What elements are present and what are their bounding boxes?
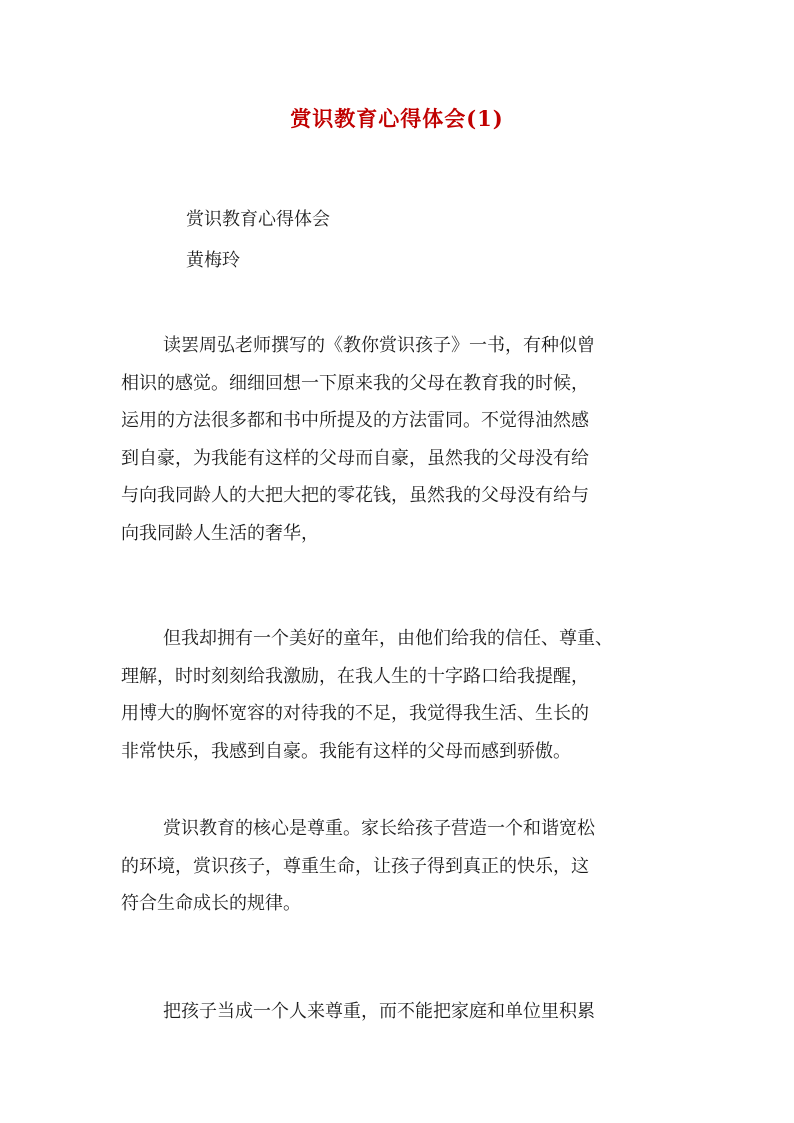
paragraph-2 [121, 620, 681, 770]
paragraph-line: 非常快乐，我感到自豪。我能有这样的父母而感到骄傲。 [121, 740, 571, 762]
paragraph-line: 读罢周弘老师撰写的《教你赏识孩子》一书，有种似曾 [163, 335, 595, 356]
document-author: 黄梅玲 [186, 250, 240, 271]
paragraph-1 [121, 327, 681, 553]
paragraph-line: 相识的感觉。细细回想一下原来我的父母在教育我的时候， [121, 372, 589, 394]
document-subtitle: 赏识教育心得体会 [186, 209, 330, 230]
paragraph-line: 与向我同龄人的大把大把的零花钱，虽然我的父母没有给与 [121, 485, 589, 507]
paragraph-line: 把孩子当成一个人来尊重，而不能把家庭和单位里积累 [163, 1001, 595, 1022]
paragraph-line: 运用的方法很多都和书中所提及的方法雷同。不觉得油然感 [121, 410, 589, 432]
paragraph-line: 用博大的胸怀宽容的对待我的不足，我觉得我生活、生长的 [121, 703, 589, 725]
paragraph-line: 赏识教育的核心是尊重。家长给孩子营造一个和谐宽松 [163, 818, 595, 839]
document-title: 赏识教育心得体会(1) [290, 106, 504, 131]
paragraph-line: 到自豪，为我能有这样的父母而自豪，虽然我的父母没有给 [121, 447, 589, 469]
paragraph-4 [121, 993, 681, 1031]
paragraph-line: 的环境，赏识孩子，尊重生命，让孩子得到真正的快乐，这 [121, 855, 589, 877]
paragraph-line: 符合生命成长的规律。 [121, 893, 301, 915]
paragraph-3 [121, 810, 681, 923]
paragraph-line: 但我却拥有一个美好的童年，由他们给我的信任、尊重、 [163, 628, 613, 649]
paragraph-line: 向我同龄人生活的奢华， [121, 522, 319, 544]
paragraph-line: 理解，时时刻刻给我激励，在我人生的十字路口给我提醒， [121, 665, 589, 687]
